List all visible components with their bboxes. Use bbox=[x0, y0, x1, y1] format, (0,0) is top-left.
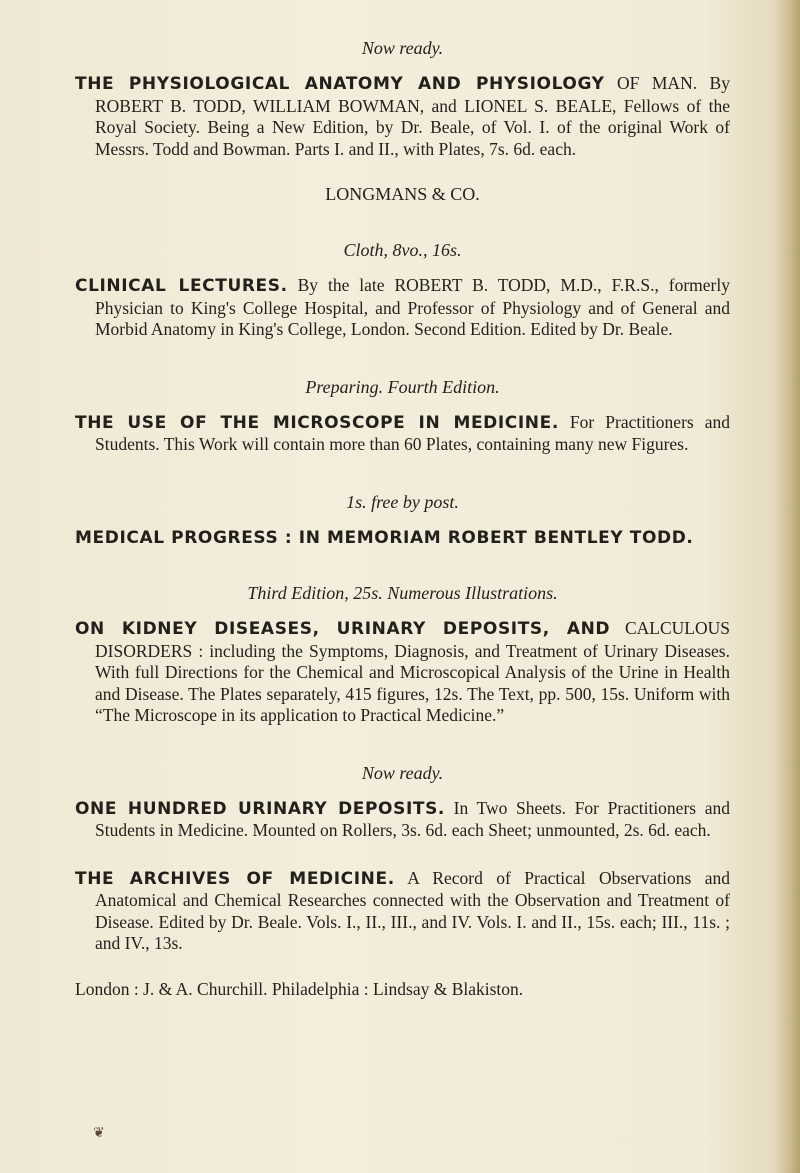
book-description: OF MAN. By ROBERT B. TODD, WILLIAM BOWMAN, and LIONEL S. BEALE, Fellows of the Royal Society. Being a New Edition, by Dr. Beale, of Vol. I. of the original Work of Messrs. Todd and Bowman. Parts I. and II., with Plates, 7s. 6d. each. bbox=[95, 73, 730, 159]
book-entry-physiological-anatomy bbox=[75, 73, 730, 160]
publisher-line: LONGMANS & CO. bbox=[325, 184, 480, 204]
availability-note: Now ready. bbox=[361, 762, 444, 783]
book-description: For Practitioners and Students. This Work will contain more than 60 Plates, containing many new Figures. bbox=[95, 411, 730, 454]
publisher-footer: London : J. & A. Churchill. Philadelphia : Lindsay & Blakiston. bbox=[75, 978, 524, 999]
book-description: CALCULOUS DISORDERS : including the Symptoms, Diagnosis, and Treatment of Urinary Diseases. With full Directions for the Chemical and Microscopical Analysis of the Urine in Health and Disease. The Plates separately, 415 figures, 12s. The Text, pp. 500, 15s. Uniform with “The Microscope in its application to Practical Medicine.” bbox=[95, 618, 730, 725]
book-entry-urinary-deposits bbox=[75, 798, 730, 842]
page-edge bbox=[774, 0, 800, 1173]
book-entry-clinical-lectures bbox=[75, 275, 730, 341]
book-title: ONE HUNDRED URINARY DEPOSITS. bbox=[75, 798, 445, 819]
book-title: THE PHYSIOLOGICAL ANATOMY AND PHYSIOLOGY bbox=[75, 74, 605, 94]
book-description: By the late ROBERT B. TODD, M.D., F.R.S., formerly Physician to King's College Hospital, and Professor of Physiology and of General and Morbid Anatomy in King's College, London. Second Edition. Edited by Dr. Beale. bbox=[95, 275, 731, 339]
book-description: A Record of Practical Observations and Anatomical and Chemical Researches connected with the Observation and Treatment of Disease. Edited by Dr. Beale. Vols. I., II., III., and IV. Vols. I. and II., 15s. each; III., 11s. ; and IV., 13s. bbox=[95, 867, 730, 953]
book-title: MEDICAL PROGRESS : IN MEMORIAM ROBERT BENTLEY TODD. bbox=[75, 527, 694, 548]
price-note: Cloth, 8vo., 16s. bbox=[343, 240, 462, 260]
price-note: 1s. free by post. bbox=[346, 491, 459, 512]
edition-note: Preparing. Fourth Edition. bbox=[305, 376, 500, 397]
printer-mark-icon: ❦ bbox=[93, 1126, 105, 1141]
book-title: CLINICAL LECTURES. bbox=[75, 276, 288, 296]
book-entry-medical-progress bbox=[75, 527, 730, 550]
book-entry-kidney-diseases bbox=[75, 618, 730, 727]
book-title: THE USE OF THE MICROSCOPE IN MEDICINE. bbox=[75, 412, 559, 433]
edition-note: Third Edition, 25s. Numerous Illustrations. bbox=[247, 583, 558, 603]
book-entry-microscope bbox=[75, 412, 730, 456]
book-title: THE ARCHIVES OF MEDICINE. bbox=[75, 868, 395, 889]
advertisement-column bbox=[75, 38, 730, 1000]
book-description: In Two Sheets. For Practitioners and Students in Medicine. Mounted on Rollers, 3s. 6d. each Sheet; unmounted, 2s. 6d. each. bbox=[95, 797, 730, 840]
availability-note: Now ready. bbox=[361, 38, 444, 58]
book-title: ON KIDNEY DISEASES, URINARY DEPOSITS, AND bbox=[75, 619, 611, 639]
book-entry-archives-of-medicine bbox=[75, 868, 730, 955]
